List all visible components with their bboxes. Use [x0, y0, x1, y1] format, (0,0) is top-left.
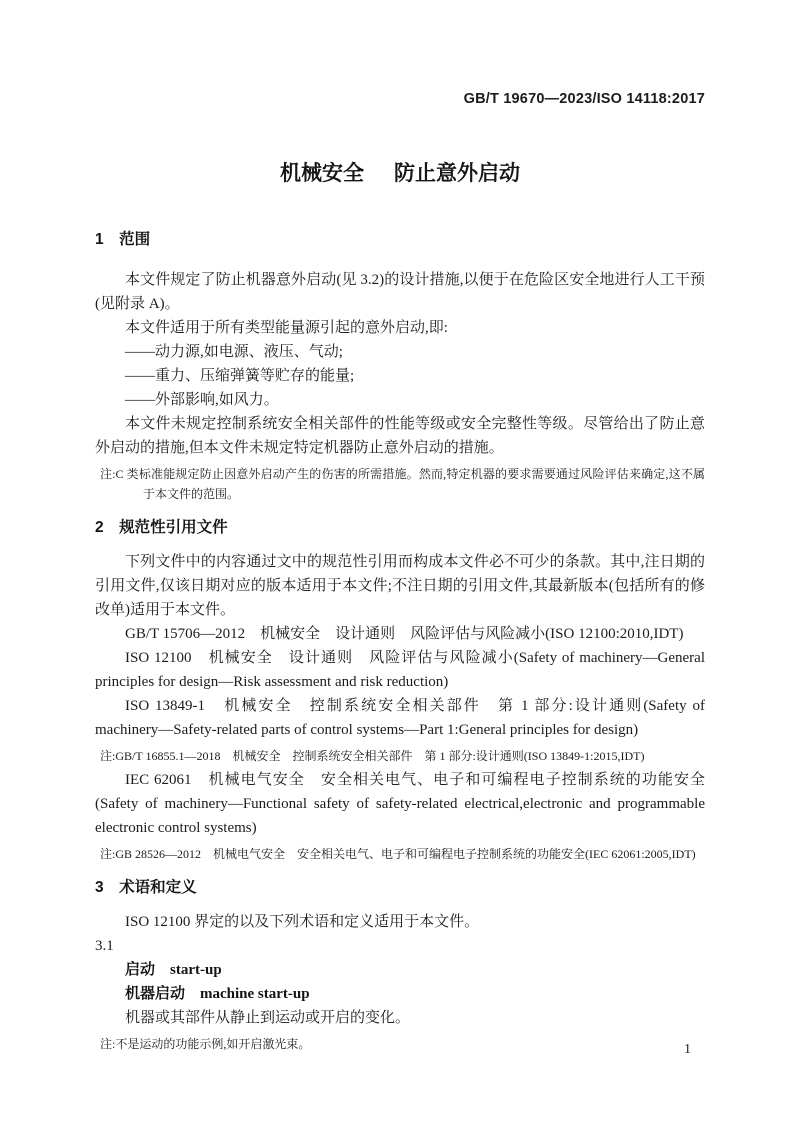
- reference-item-iso12100: ISO 12100 机械安全 设计通则 风险评估与风险减小(Safety of machinery—General principles for design—Risk assessment and risk reduction): [95, 650, 705, 690]
- section-1-heading: 1 范围: [95, 231, 151, 248]
- scope-paragraph-3: 本文件未规定控制系统安全相关部件的性能等级或安全完整性等级。尽管给出了防止意外启动的措施,但本文件未规定特定机器防止意外启动的措施。: [95, 416, 705, 456]
- term-note: 注:不是运动的功能示例,如开启激光束。: [100, 1037, 311, 1051]
- section-3-heading: 3 术语和定义: [95, 879, 197, 896]
- scope-note: 注:C 类标准能规定防止因意外启动产生的伤害的所需措施。然而,特定机器的要求需要通过风险评估来确定,这不属于本文件的范围。: [100, 467, 705, 501]
- normative-references-intro: 下列文件中的内容通过文中的规范性引用而构成本文件必不可少的条款。其中,注日期的引用文件,仅该日期对应的版本适用于本文件;不注日期的引用文件,其最新版本(包括所有的修改单)适用于本文件。: [95, 554, 705, 618]
- document-title-part1: 机械安全: [280, 162, 364, 185]
- page-number: 1: [684, 1042, 691, 1057]
- term-secondary: 机器启动 machine start-up: [125, 986, 310, 1002]
- scope-bullet-stored-energy: ——重力、压缩弹簧等贮存的能量;: [125, 368, 355, 384]
- reference-note-gb28526: 注:GB 28526—2012 机械电气安全 安全相关电气、电子和可编程电子控制系统的功能安全(IEC 62061:2005,IDT): [100, 847, 696, 861]
- scope-bullet-power-sources: ——动力源,如电源、液压、气动;: [125, 344, 343, 360]
- section-2-heading: 2 规范性引用文件: [95, 519, 228, 536]
- term-entry-number: 3.1: [95, 938, 114, 954]
- terms-intro: ISO 12100 界定的以及下列术语和定义适用于本文件。: [125, 914, 480, 930]
- reference-item-iso13849-1: ISO 13849-1 机械安全 控制系统安全相关部件 第 1 部分:设计通则(Safety of machinery—Safety-related parts of control systems—Part 1:General principles for design): [95, 698, 705, 738]
- document-title: [95, 160, 705, 188]
- reference-note-gbt16855: 注:GB/T 16855.1—2018 机械安全 控制系统安全相关部件 第 1 部分:设计通则(ISO 13849-1:2015,IDT): [100, 749, 645, 763]
- term-definition: 机器或其部件从静止到运动或开启的变化。: [125, 1010, 411, 1026]
- scope-paragraph-1: 本文件规定了防止机器意外启动(见 3.2)的设计措施,以便于在危险区安全地进行人工干预(见附录 A)。: [95, 272, 705, 312]
- document-title-part2: 防止意外启动: [394, 162, 520, 185]
- scope-bullet-external-influences: ——外部影响,如风力。: [125, 392, 279, 408]
- scope-paragraph-2: 本文件适用于所有类型能量源引起的意外启动,即:: [125, 320, 448, 336]
- reference-item-gbt15706: GB/T 15706—2012 机械安全 设计通则 风险评估与风险减小(ISO 12100:2010,IDT): [125, 626, 684, 642]
- reference-item-iec62061: IEC 62061 机械电气安全 安全相关电气、电子和可编程电子控制系统的功能安全(Safety of machinery—Functional safety of safety-related electrical,electronic and programmable electronic control systems): [95, 772, 705, 836]
- term-primary: 启动 start-up: [125, 962, 222, 978]
- standard-code-header: GB/T 19670—2023/ISO 14118:2017: [463, 91, 705, 107]
